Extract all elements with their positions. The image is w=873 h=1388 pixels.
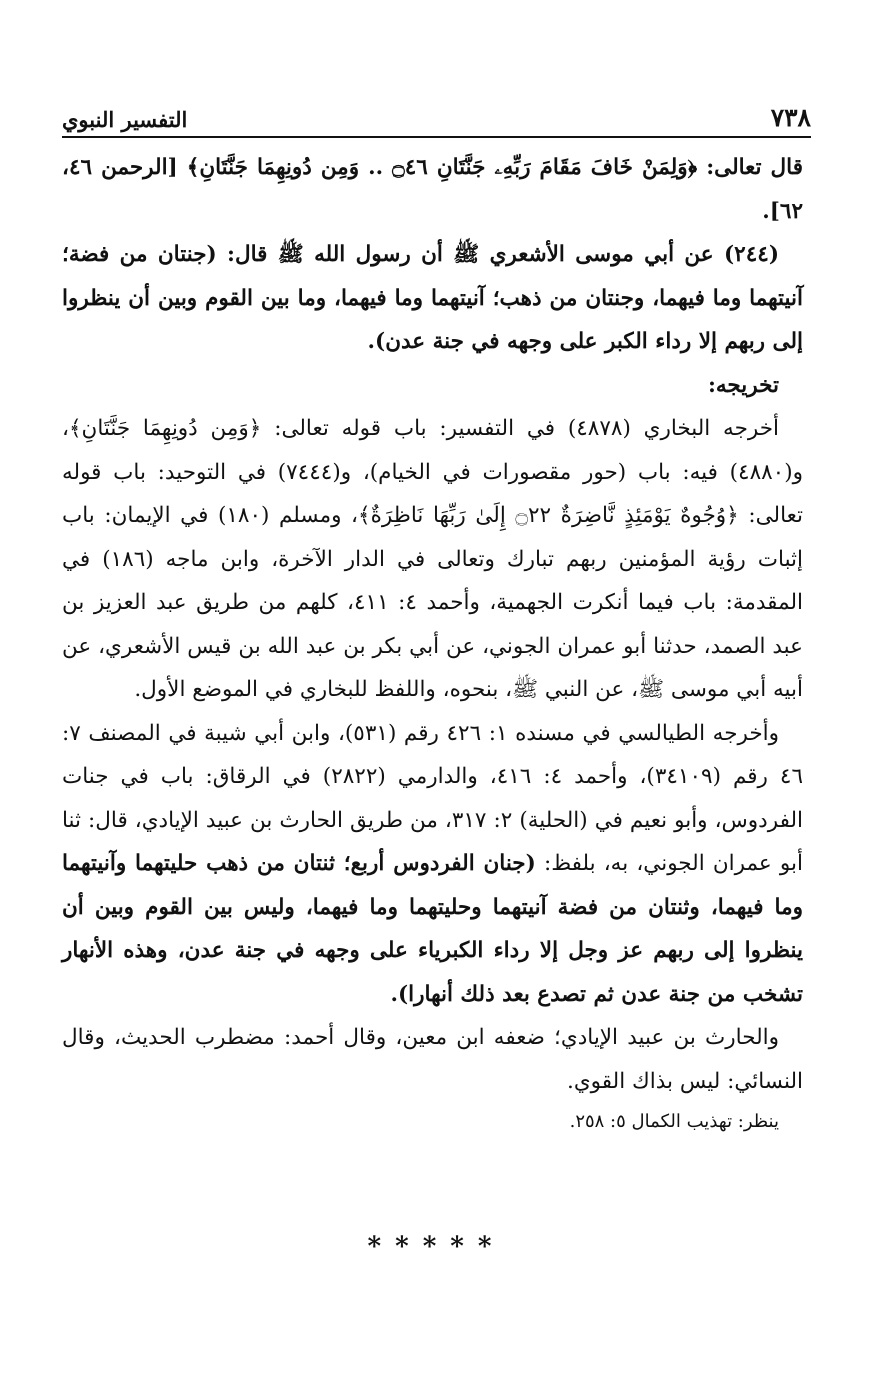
page-number: ٧٣٨ (770, 103, 811, 132)
takhrij-heading: تخريجه: (707, 372, 779, 398)
quranic-verse: قال تعالى: ﴿وَلِمَنْ خَافَ مَقَامَ رَبِّهِۦ جَنَّتَانِ ۝٤٦ .. وَمِن دُونِهِمَا جَنَّتَانِ﴾ [الرحمن ٤٦، ٦٢]. (62, 155, 803, 224)
narrator-assessment: والحارث بن عبيد الإيادي؛ ضعفه ابن معين، وقال أحمد: مضطرب الحديث، وقال النسائي: ليس بذاك القوي. (62, 1025, 803, 1094)
page-header (62, 102, 811, 138)
page-body (62, 146, 803, 1141)
reference-note: ينظر: تهذيب الكمال ٥: ٢٥٨. (569, 1111, 779, 1132)
hadith-text: (٢٤٤) عن أبي موسى الأشعري ﷺ أن رسول الله ﷺ قال: (جنتان من فضة؛ آنيتهما وما فيهما، وجنتان من ذهب؛ آنيتهما وما فيهما، وما بين القوم وبين أن ينظروا إلى ربهم إلا رداء الكبر على وجهه في جنة عدن). (62, 242, 803, 354)
paragraph-2-quoted-text: (جنان الفردوس أربع؛ ثنتان من ذهب حليتهما وآنيتهما وما فيهما، وثنتان من فضة آنيتهما وحليتهما وما فيهما، وليس بين القوم وبين أن ينظروا إلى ربهم عز وجل إلا رداء الكبرياء على وجهه في جنة عدن، وهذه الأنهار تشخب من جنة عدن ثم تصدع بعد ذلك أنهارا). (62, 851, 803, 1007)
running-title: التفسير النبوي (62, 107, 188, 132)
paragraph-2-sources: وأخرجه الطيالسي في مسنده ١: ٤٢٦ رقم (٥٣١)، وابن أبي شيبة في المصنف ٧: ٤٦ رقم (٣٤١٠٩)، وأحمد ٤: ٤١٦، والدارمي (٢٨٢٢) في الرقاق: باب في جنات الفردوس، وأبو نعيم في (الحلية) ٢: ٣١٧، من طريق الحارث بن عبيد الإيادي، قال: ثنا أبو عمران الجوني، به، بلفظ: (62, 720, 804, 876)
takhrij-paragraph-2 (62, 712, 803, 1017)
takhrij-paragraph-1: أخرجه البخاري (٤٨٧٨) في التفسير: باب قوله تعالى: ﴿وَمِن دُونِهِمَا جَنَّتَانِ﴾، و(٤٨٨٠) فيه: باب (حور مقصورات في الخيام)، و(٧٤٤٤) في التوحيد: باب قوله تعالى: ﴿وُجُوهٌ يَوْمَئِذٍ نَّاضِرَةٌ ۝٢٢ إِلَىٰ رَبِّهَا نَاظِرَةٌ﴾، ومسلم (١٨٠) في الإيمان: باب إثبات رؤية المؤمنين ربهم تبارك وتعالى في الدار الآخرة، وابن ماجه (١٨٦) في المقدمة: باب فيما أنكرت الجهمية، وأحمد ٤: ٤١١، كلهم من طريق عبد العزيز بن عبد الصمد، حدثنا أبو عمران الجوني، عن أبي بكر بن عبد الله بن قيس الأشعري، عن أبيه أبي موسى ﷺ، عن النبي ﷺ، بنحوه، واللفظ للبخاري في الموضع الأول. (62, 416, 804, 702)
section-separator-stars: ***** (367, 1232, 506, 1262)
